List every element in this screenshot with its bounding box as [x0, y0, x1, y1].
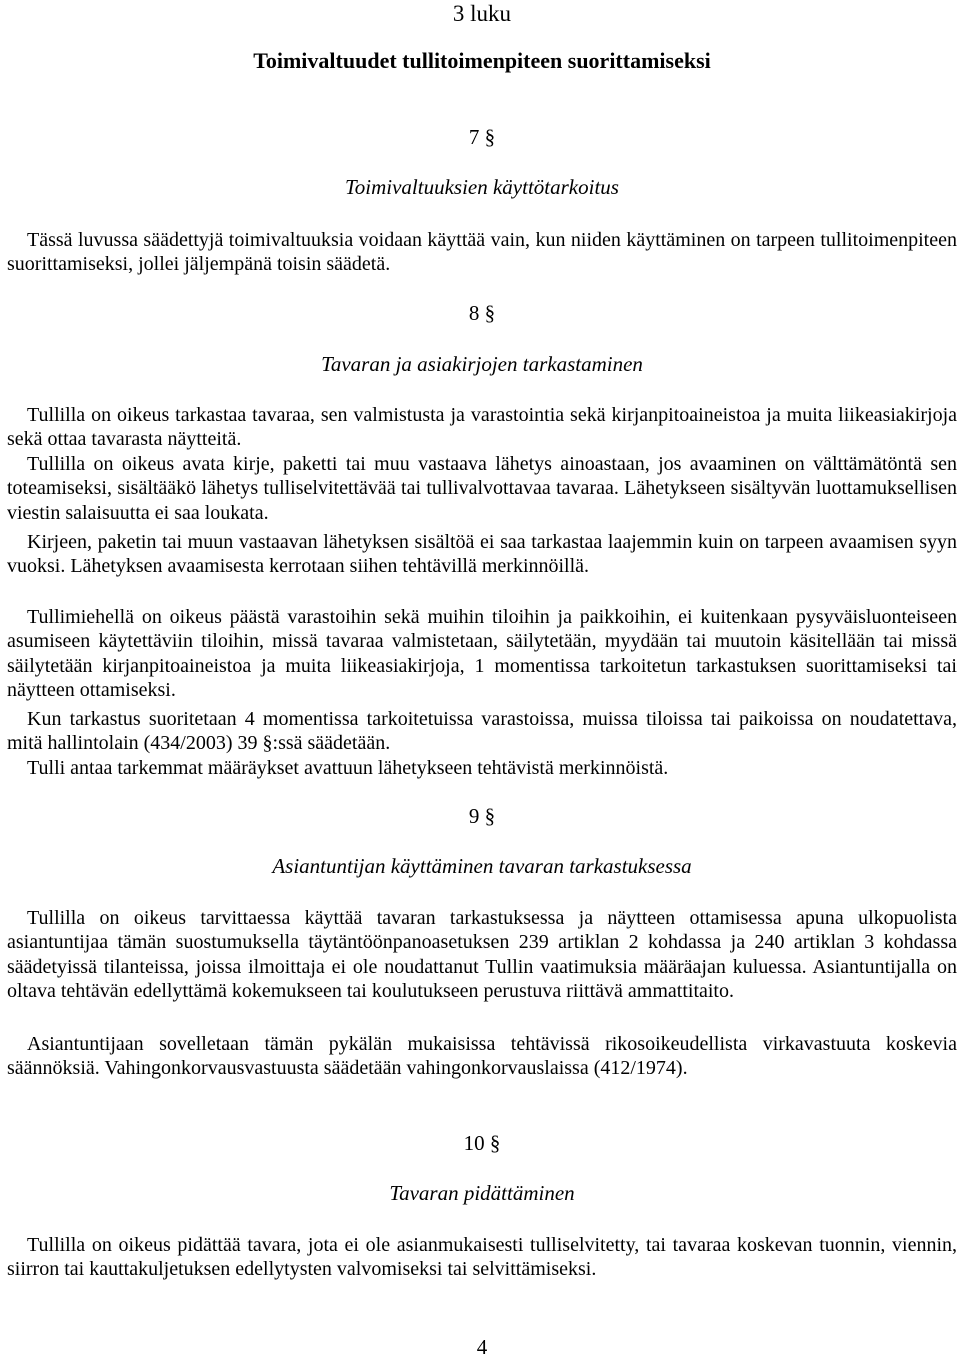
- paragraph: Tullilla on oikeus tarvittaessa käyttää tavaran tarkastuksessa ja näytteen ottamisessa apuna ulkopuolista asiantuntijaa tämän suostumuksella täytäntöönpanoasetuksen 239 artiklan 2 kohdassa ja 240 artiklan 3 kohdassa säädetyissä tilanteissa, joissa ilmoittaja ei ole noudattanut Tullin vaatimuksia määräajan kuluessa. Asiantuntijalla on oltava tehtävän edellyttämä kokemukseen tai koulutukseen perustuva riittävä ammattitaito.: [7, 907, 957, 1002]
- paragraph: Tullilla on oikeus avata kirje, paketti tai muu vastaava lähetys ainoastaan, jos avaaminen on välttämätöntä sen toteamiseksi, sisältääkö lähetys tulliselvitettävää tai tullivalvottavaa tavaraa. Lähetykseen sisältyvän luottamuksellisen viestin salaisuutta ei saa loukata.: [7, 453, 957, 524]
- section-number: 7 §: [468, 125, 496, 149]
- paragraph: Tullimiehellä on oikeus päästä varastoihin sekä muihin tiloihin ja paikkoihin, ei kuitenkaan pysyväisluonteiseen asumiseen käytettäviin tiloihin, missä tavaraa valmistetaan, säilytetään, myydään tai muutoin käsitellään tai missä säilytetään kirjanpitoaineistoa ja muita liikeasiakirjoja, 1 momentissa tarkoitetun tarkastuksen suorittamiseksi tai näytteen ottamiseksi.: [7, 606, 957, 701]
- chapter-title: Toimivaltuudet tullitoimenpiteen suorittamiseksi: [253, 48, 711, 73]
- paragraph: Kirjeen, paketin tai muun vastaavan lähetyksen sisältöä ei saa tarkastaa laajemmin kuin on tarpeen avaamisen syyn vuoksi. Lähetyksen avaamisesta kerrotaan siihen tehtävillä merkinnöillä.: [7, 531, 957, 578]
- paragraph: Tässä luvussa säädettyjä toimivaltuuksia voidaan käyttää vain, kun niiden käyttäminen on tarpeen tullitoimenpiteen suorittamiseksi, jollei jäljempänä toisin säädetä.: [7, 229, 957, 276]
- document-page: [7, 0, 957, 1359]
- paragraph: Kun tarkastus suoritetaan 4 momentissa tarkoitetuissa varastoissa, muissa tiloissa tai paikoissa on noudatettava, mitä hallintolain (434/2003) 39 §:ssä säädetään.: [7, 708, 957, 755]
- section-title: Toimivaltuuksien käyttötarkoitus: [345, 175, 619, 199]
- paragraph: Tullilla on oikeus pidättää tavara, jota ei ole asianmukaisesti tulliselvitetty, tai tavaraa koskevan tuonnin, viennin, siirron tai kauttakuljetuksen edellytysten valvomiseksi tai selvittämiseksi.: [7, 1234, 957, 1281]
- section-title: Tavaran ja asiakirjojen tarkastaminen: [321, 352, 643, 376]
- paragraph: Tulli antaa tarkemmat määräykset avattuun lähetykseen tehtävistä merkinnöistä.: [27, 757, 669, 779]
- page-number: 4: [476, 1335, 488, 1359]
- section-title: Tavaran pidättäminen: [389, 1181, 575, 1205]
- section-title: Asiantuntijan käyttäminen tavaran tarkastuksessa: [272, 854, 692, 878]
- chapter-number: 3 luku: [452, 1, 512, 26]
- section-number: 8 §: [468, 301, 496, 325]
- paragraph: Asiantuntijaan sovelletaan tämän pykälän mukaisissa tehtävissä rikosoikeudellista virkavastuuta koskevia säännöksiä. Vahingonkorvausvastuusta säädetään vahingonkorvauslaissa (412/1974).: [7, 1033, 957, 1080]
- paragraph: Tullilla on oikeus tarkastaa tavaraa, sen valmistusta ja varastointia sekä kirjanpitoaineistoa ja muita liikeasiakirjoja sekä ottaa tavarasta näytteitä.: [7, 404, 957, 451]
- section-number: 9 §: [468, 804, 496, 828]
- section-number: 10 §: [463, 1131, 501, 1155]
